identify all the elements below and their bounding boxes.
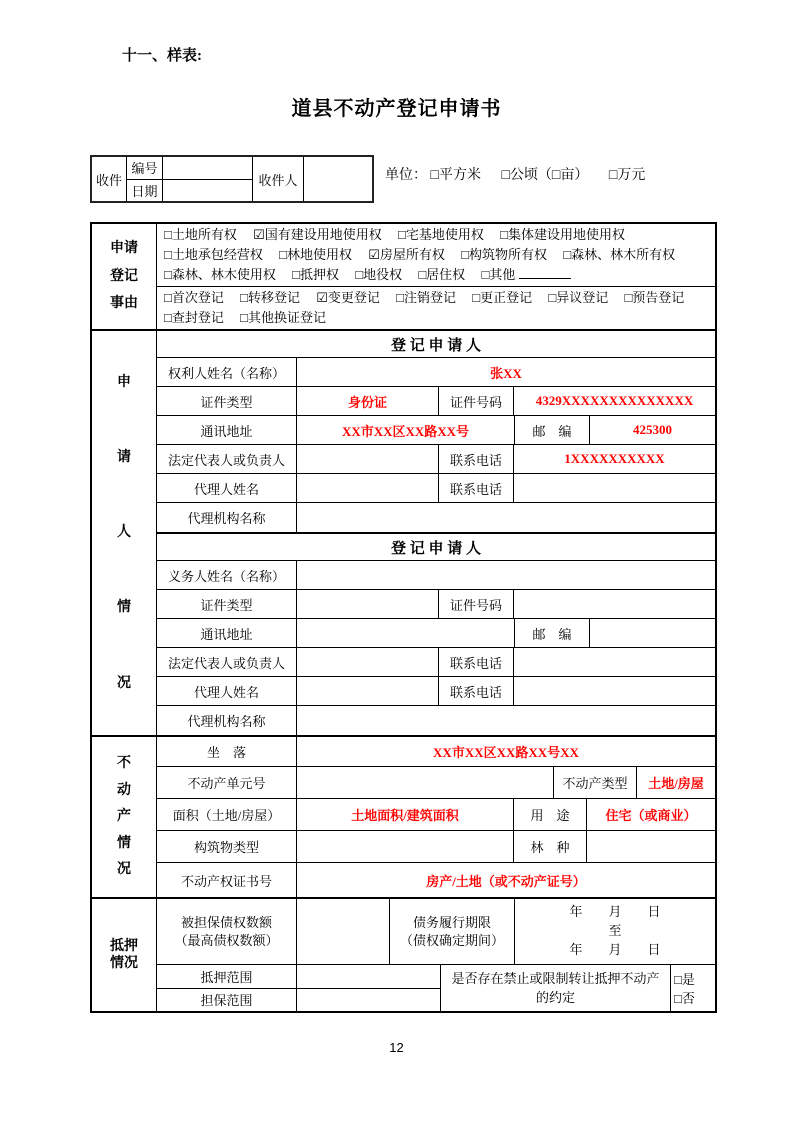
field-row-cert-type-2 bbox=[157, 590, 715, 619]
field-row-address-1 bbox=[157, 416, 715, 445]
field-row-cert-no bbox=[157, 863, 715, 897]
address-label-2: 通讯地址 bbox=[157, 619, 297, 647]
obligor-name-value[interactable] bbox=[297, 561, 715, 589]
unit-no-label: 不动产单元号 bbox=[157, 767, 297, 798]
page-number: 12 bbox=[389, 1040, 404, 1055]
checkbox-collective-construction-land-use[interactable]: □集体建设用地使用权 bbox=[500, 227, 625, 242]
receipt-label: 收件 bbox=[92, 157, 127, 201]
checkbox-cancellation-registration[interactable]: □注销登记 bbox=[396, 290, 456, 305]
guarantee-scope-value[interactable] bbox=[297, 989, 440, 1012]
obligor-name-label: 义务人姓名（名称） bbox=[157, 561, 297, 589]
checkbox-change-registration[interactable]: ☑变更登记 bbox=[316, 290, 380, 305]
section-label-apply-reasons: 申请 登记 事由 bbox=[92, 224, 157, 329]
use-label: 用 途 bbox=[514, 799, 587, 830]
postcode-value-1[interactable]: 425300 bbox=[633, 422, 672, 437]
area-label: 面积（土地/房屋） bbox=[157, 799, 297, 830]
field-row-obligor-name bbox=[157, 561, 715, 590]
cert-type-label-1: 证件类型 bbox=[157, 387, 297, 415]
checkbox-first-registration[interactable]: □首次登记 bbox=[164, 290, 224, 305]
agent-name-label-2: 代理人姓名 bbox=[157, 677, 297, 705]
use-value[interactable]: 住宅（或商业） bbox=[605, 808, 697, 823]
guarantee-scope-label: 担保范围 bbox=[157, 989, 297, 1012]
receipt-date-label: 日期 bbox=[127, 180, 163, 202]
field-row-legal-rep-2 bbox=[157, 648, 715, 677]
applicant-header-2: 登 记 申 请 人 bbox=[390, 540, 481, 557]
receipt-no-label: 编号 bbox=[127, 157, 163, 179]
debt-period-label: 债务履行期限 （债权确定期间） bbox=[390, 899, 515, 964]
phone-label-2a: 联系电话 bbox=[439, 648, 514, 676]
secured-amount-label: 被担保债权数额 （最高债权数额） bbox=[157, 899, 297, 964]
checkbox-square-meter[interactable]: □平方米 bbox=[430, 168, 481, 183]
date-line-from: 年 月 日 bbox=[569, 904, 661, 920]
section-label-property-info: 不 动 产 情 况 bbox=[92, 737, 157, 897]
field-row-agency-2 bbox=[157, 706, 715, 735]
cert-no-value-2[interactable] bbox=[514, 590, 715, 618]
field-row-secured-amount bbox=[157, 899, 715, 965]
section-label-applicant-info: 申 请 人 情 况 bbox=[92, 331, 157, 735]
field-row-structure-type bbox=[157, 831, 715, 863]
checkbox-residence-right[interactable]: □居住权 bbox=[418, 267, 466, 282]
cert-type-value-2[interactable] bbox=[297, 590, 439, 618]
postcode-label-1: 邮 编 bbox=[515, 416, 590, 444]
forest-type-value[interactable] bbox=[587, 831, 715, 862]
checkbox-hectare-mu[interactable]: □公顷（□亩） bbox=[501, 168, 589, 183]
structure-type-label: 构筑物类型 bbox=[157, 831, 297, 862]
debt-period-dates[interactable] bbox=[515, 899, 715, 964]
phone-label-2b: 联系电话 bbox=[439, 677, 514, 705]
section-mortgage-info bbox=[92, 897, 715, 1011]
agent-name-label-1: 代理人姓名 bbox=[157, 474, 297, 502]
receipt-no-field[interactable] bbox=[163, 157, 252, 179]
mortgage-scope-value[interactable] bbox=[297, 965, 440, 988]
phone-value-2a[interactable] bbox=[514, 648, 715, 676]
receipt-receiver-field[interactable] bbox=[304, 157, 372, 201]
checkbox-ten-thousand-yuan[interactable]: □万元 bbox=[608, 168, 646, 183]
registration-type-row bbox=[157, 287, 715, 329]
checkbox-easement[interactable]: □地役权 bbox=[355, 267, 403, 282]
rights-holder-name-value[interactable]: 张XX bbox=[490, 365, 522, 381]
cert-type-label-2: 证件类型 bbox=[157, 590, 297, 618]
cert-no-label-2: 证件号码 bbox=[439, 590, 514, 618]
legal-rep-value-1[interactable] bbox=[297, 445, 439, 473]
field-row-mortgage-scope bbox=[157, 965, 440, 989]
transfer-restriction-question: 是否存在禁止或限制转让抵押不动产的约定 bbox=[441, 965, 671, 1011]
phone-label-1a: 联系电话 bbox=[439, 445, 514, 473]
property-type-value[interactable]: 土地/房屋 bbox=[648, 776, 704, 791]
mortgage-scope-label: 抵押范围 bbox=[157, 965, 297, 988]
checkbox-other-replacement-registration[interactable]: □其他换证登记 bbox=[240, 310, 326, 325]
checkbox-structure-ownership[interactable]: □构筑物所有权 bbox=[461, 247, 547, 262]
checkbox-correction-registration[interactable]: □更正登记 bbox=[472, 290, 533, 305]
agent-name-value-2[interactable] bbox=[297, 677, 439, 705]
cert-type-value-1[interactable]: 身份证 bbox=[297, 387, 439, 415]
checkbox-forestland-use[interactable]: □林地使用权 bbox=[279, 247, 352, 262]
field-row-area bbox=[157, 799, 715, 831]
receipt-mid bbox=[127, 157, 253, 201]
structure-type-value[interactable] bbox=[297, 831, 514, 862]
checkbox-other-right[interactable]: □其他 bbox=[481, 267, 516, 282]
field-row-legal-rep-1 bbox=[157, 445, 715, 474]
section-apply-reasons bbox=[92, 224, 715, 329]
application-form-table bbox=[90, 222, 717, 1013]
date-to-label: 至 bbox=[608, 923, 622, 939]
rights-checkbox-row bbox=[157, 224, 715, 287]
applicant-header: 登 记 申 请 人 bbox=[390, 337, 481, 354]
checkbox-seizure-registration[interactable]: □查封登记 bbox=[164, 310, 224, 325]
section-label-mortgage-info: 抵押 情况 bbox=[92, 899, 157, 1011]
checkbox-no[interactable]: □否 bbox=[674, 991, 695, 1006]
phone-value-2b[interactable] bbox=[514, 677, 715, 705]
applicant-block-obligor bbox=[157, 532, 715, 735]
phone-label-1b: 联系电话 bbox=[439, 474, 514, 502]
checkbox-transfer-registration[interactable]: □转移登记 bbox=[240, 290, 300, 305]
document-title: 道县不动产登记申请书 bbox=[291, 98, 502, 120]
agency-label-2: 代理机构名称 bbox=[157, 706, 297, 735]
section-heading: 十一、样表: bbox=[122, 48, 202, 64]
field-row-rights-holder-name bbox=[157, 358, 715, 387]
receipt-receiver-label: 收件人 bbox=[253, 157, 304, 201]
checkbox-homestead-use[interactable]: □宅基地使用权 bbox=[398, 227, 484, 242]
checkbox-advance-notice-registration[interactable]: □预告登记 bbox=[624, 290, 685, 305]
applicant-block-rights-holder bbox=[157, 331, 715, 532]
field-row-address-2 bbox=[157, 619, 715, 648]
checkbox-mortgage-right[interactable]: □抵押权 bbox=[292, 267, 339, 282]
unit-prefix: 单位： bbox=[385, 168, 427, 183]
agency-value-2[interactable] bbox=[297, 706, 715, 735]
location-value[interactable]: XX市XX区XX路XX号XX bbox=[433, 745, 579, 760]
agent-name-value-1[interactable] bbox=[297, 474, 439, 502]
receipt-date-field[interactable] bbox=[163, 180, 252, 202]
secured-amount-value[interactable] bbox=[297, 899, 390, 964]
field-row-location bbox=[157, 737, 715, 767]
checkbox-forest-trees-ownership[interactable]: □森林、林木所有权 bbox=[563, 247, 676, 262]
property-type-label: 不动产类型 bbox=[554, 767, 637, 798]
property-cert-label: 不动产权证书号 bbox=[157, 863, 297, 897]
checkbox-land-contract-management[interactable]: □土地承包经营权 bbox=[164, 247, 263, 262]
forest-type-label: 林 种 bbox=[514, 831, 587, 862]
cert-no-label-1: 证件号码 bbox=[439, 387, 514, 415]
checkbox-forest-trees-use[interactable]: □森林、林木使用权 bbox=[164, 267, 276, 282]
address-label-1: 通讯地址 bbox=[157, 416, 297, 444]
cert-no-value-1[interactable]: 4329XXXXXXXXXXXXXX bbox=[535, 393, 694, 408]
checkbox-yes[interactable]: □是 bbox=[674, 972, 695, 987]
location-label: 坐 落 bbox=[157, 737, 297, 766]
postcode-value-2[interactable] bbox=[590, 619, 715, 647]
section-property-info bbox=[92, 735, 715, 897]
agency-value-1[interactable] bbox=[297, 503, 715, 532]
field-row-guarantee-scope bbox=[157, 989, 440, 1012]
date-line-until: 年 月 日 bbox=[569, 941, 661, 957]
applicant-header-row bbox=[157, 331, 715, 358]
legal-rep-value-2[interactable] bbox=[297, 648, 439, 676]
unit-no-value[interactable] bbox=[297, 767, 554, 798]
other-right-fill-line[interactable] bbox=[519, 267, 571, 279]
mortgage-bottom-rows bbox=[157, 965, 715, 1011]
checkbox-state-construction-land-use[interactable]: ☑国有建设用地使用权 bbox=[253, 227, 382, 242]
unit-line bbox=[385, 164, 645, 184]
legal-rep-label-1: 法定代表人或负责人 bbox=[157, 445, 297, 473]
area-value[interactable]: 土地面积/建筑面积 bbox=[297, 799, 514, 830]
checkbox-land-ownership[interactable]: □土地所有权 bbox=[164, 227, 237, 242]
checkbox-house-ownership[interactable]: ☑房屋所有权 bbox=[368, 247, 445, 262]
phone-value-1a[interactable]: 1XXXXXXXXXX bbox=[564, 451, 665, 466]
postcode-label-2: 邮 编 bbox=[515, 619, 590, 647]
applicant-header-row-2 bbox=[157, 534, 715, 561]
checkbox-objection-registration[interactable]: □异议登记 bbox=[548, 290, 609, 305]
address-value-2[interactable] bbox=[297, 619, 515, 647]
field-row-agent-2 bbox=[157, 677, 715, 706]
legal-rep-label-2: 法定代表人或负责人 bbox=[157, 648, 297, 676]
phone-value-1b[interactable] bbox=[514, 474, 715, 502]
field-row-cert-type-1 bbox=[157, 387, 715, 416]
receipt-table bbox=[90, 155, 374, 203]
property-cert-value[interactable]: 房产/土地（或不动产证号） bbox=[426, 873, 586, 889]
transfer-restriction-options bbox=[671, 965, 715, 1011]
rights-holder-name-label: 权利人姓名（名称） bbox=[157, 358, 297, 386]
section-applicant-info bbox=[92, 329, 715, 735]
agency-label-1: 代理机构名称 bbox=[157, 503, 297, 532]
address-value-1[interactable]: XX市XX区XX路XX号 bbox=[297, 416, 515, 444]
field-row-unit-no bbox=[157, 767, 715, 799]
field-row-agency-1 bbox=[157, 503, 715, 532]
field-row-agent-1 bbox=[157, 474, 715, 503]
